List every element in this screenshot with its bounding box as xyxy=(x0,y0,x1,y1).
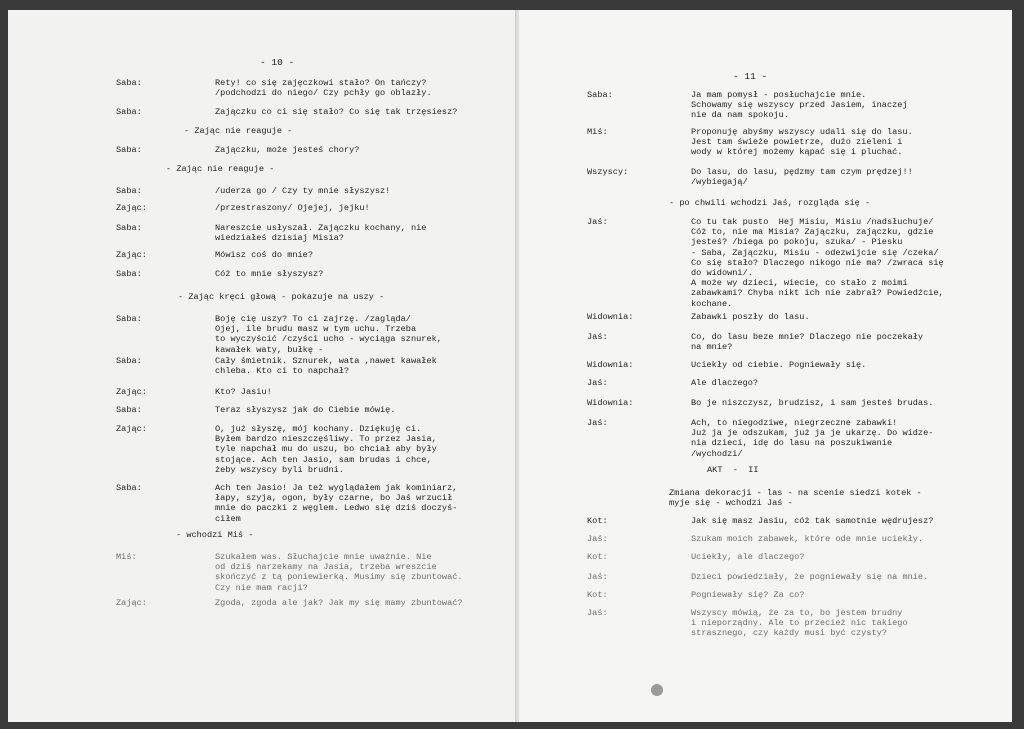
speaker-name: Zając: xyxy=(116,203,147,213)
speaker-name: Kot: xyxy=(587,516,608,526)
speaker-name: Jaś: xyxy=(587,572,608,582)
speaker-name: Jaś: xyxy=(587,534,608,544)
dialogue-text: Mówisz coś do mnie? xyxy=(215,250,313,260)
dialogue-text: Cóż to mnie słyszysz? xyxy=(215,269,324,279)
dialogue-text: Zajączku co ci się stało? Co się tak trzęsiesz? xyxy=(215,107,458,117)
dialogue-text: Uciekły od ciebie. Pogniewały się. xyxy=(691,360,867,370)
dialogue-text: Zajączku, może jesteś chory? xyxy=(215,145,360,155)
speaker-name: Saba: xyxy=(116,223,142,233)
dialogue-text: Wszyscy mówią, że za to, bo jestem brudny i nieporządny. Ale to przecież nic takiego strasznego, czy każdy musi być czysty? xyxy=(691,608,908,639)
speaker-name: Miś: xyxy=(116,552,137,562)
stage-direction: - Zając nie reaguje - xyxy=(184,126,293,136)
speaker-name: Saba: xyxy=(116,186,142,196)
dialogue-text: Uciekły, ale dlaczego? xyxy=(691,552,805,562)
speaker-name: Widownia: xyxy=(587,312,634,322)
speaker-name: Zając: xyxy=(116,250,147,260)
dialogue-text: Szukam moich zabawek, które ode mnie uciekły. xyxy=(691,534,924,544)
dialogue-text: /uderza go / Czy ty mnie słyszysz! xyxy=(215,186,391,196)
dialogue-text: Ale dlaczego? xyxy=(691,378,759,388)
speaker-name: Saba: xyxy=(116,78,142,88)
speaker-name: Zając: xyxy=(116,424,147,434)
dialogue-text: Kto? Jasiu! xyxy=(215,387,272,397)
speaker-name: Saba: xyxy=(116,405,142,415)
dialogue-text: Pogniewały się? Za co? xyxy=(691,590,805,600)
speaker-name: Jaś: xyxy=(587,608,608,618)
dialogue-text: Co tu tak pusto Hej Misiu, Misiu /nadsłuchuje/ Cóż to, nie ma Misia? Zajączku, zajączku, gdzie jesteś? /biega po pokoju, szuka/ - Piesku - Saba, Zajączku, Misiu - odezwijcie się /czeka/ Co się stało? Dlaczego nikogo nie ma? /zwraca się do widowni/. A może wy dzieci, wiecie, co stało z moimi zabawkami? Chyba nikt ich nie zabrał? Powiedźcie, kochane. xyxy=(691,217,944,309)
speaker-name: Saba: xyxy=(116,356,142,366)
dialogue-text: Szukałem was. Słuchajcie mnie uważnie. Nie od dziś narzekamy na Jasia, trzeba wreszcie skończyć z tą poniewierką. Musimy się zbuntować. Czy nie mam racji? xyxy=(215,552,463,593)
stage-direction: - Zając nie reaguje - xyxy=(166,164,275,174)
stage-direction: - Zając kręci głową - pokazuje na uszy - xyxy=(178,292,385,302)
dialogue-text: /przestraszony/ Ojejej, jejku! xyxy=(215,203,370,213)
dialogue-text: Proponuję abyśmy wszyscy udali się do lasu. Jest tam świeże powietrze, dużo zieleni i wody w której możemy kąpać się i pluchać. xyxy=(691,127,913,158)
speaker-name: Jaś: xyxy=(587,217,608,227)
speaker-name: Kot: xyxy=(587,590,608,600)
dialogue-text: Cały śmietnik. Sznurek, wata ,nawet kawałek chleba. Kto ci to napchał? xyxy=(215,356,437,377)
speaker-name: Widownia: xyxy=(587,398,634,408)
right-page xyxy=(519,10,1012,722)
speaker-name: Saba: xyxy=(116,107,142,117)
dialogue-text: O, już słyszę, mój kochany. Dziękuję ci. Byłem bardzo nieszczęśliwy. To przez Jasia, tyle napchał mu do uszu, bo chciał aby były stojące. Ach ten Jasio, sam brudas i chce, żeby wszyscy byli brudni. xyxy=(215,424,437,475)
stage-direction: Zmiana dekoracji - las - na scenie siedzi kotek - myje się - wchodzi Jaś - xyxy=(669,488,922,508)
page-number: - 11 - xyxy=(733,71,768,82)
stage-direction: AKT - II xyxy=(707,465,759,475)
dialogue-text: Ja mam pomysł - posłuchajcie mnie. Schowamy się wszyscy przed Jasiem, inaczej nie da nam spokoju. xyxy=(691,90,908,121)
speaker-name: Jaś: xyxy=(587,378,608,388)
speaker-name: Kot: xyxy=(587,552,608,562)
speaker-name: Saba: xyxy=(116,269,142,279)
speaker-name: Jaś: xyxy=(587,418,608,428)
speaker-name: Saba: xyxy=(116,314,142,324)
dialogue-text: Dzieci powiedziały, że pogniewały się na mnie. xyxy=(691,572,929,582)
dialogue-text: Zabawki poszły do lasu. xyxy=(691,312,810,322)
dialogue-text: Ach, to niegodziwe, niegrzeczne zabawki! Już ja je odszukam, już ja je ukarzę. Do widze- nia dzieci, idę do lasu na poszukiwanie /wychodzi/ xyxy=(691,418,934,459)
speaker-name: Widownia: xyxy=(587,360,634,370)
dialogue-text: Rety! co się zajęczkowi stało? On tańczy? /podchodzi do niego/ Czy pchły go oblazły. xyxy=(215,78,432,99)
dialogue-text: Co, do lasu beze mnie? Dlaczego nie poczekały na mnie? xyxy=(691,332,924,353)
dialogue-text: Teraz słyszysz jak do Ciebie mówię. xyxy=(215,405,396,415)
speaker-name: Miś: xyxy=(587,127,608,137)
speaker-name: Saba: xyxy=(587,90,613,100)
dialogue-text: Boję cię uszy? To ci zajrzę. /zagląda/ Ojej, ile brudu masz w tym uchu. Trzeba to wyczyścić /czyści ucho - wyciąga sznurek, kawałek waty, bułkę - xyxy=(215,314,442,355)
page-number: - 10 - xyxy=(260,57,295,68)
speaker-name: Zając: xyxy=(116,387,147,397)
left-page xyxy=(8,10,516,722)
speaker-name: Saba: xyxy=(116,145,142,155)
page-blemish xyxy=(651,684,663,696)
dialogue-text: Nareszcie usłyszał. Zajączku kochany, nie wiedziałeś dzisiaj Misia? xyxy=(215,223,427,244)
speaker-name: Saba: xyxy=(116,483,142,493)
stage-direction: - wchodzi Miś - xyxy=(176,530,254,540)
dialogue-text: Bo je niszczysz, brudzisz, i sam jesteś brudas. xyxy=(691,398,934,408)
speaker-name: Zając: xyxy=(116,598,147,608)
dialogue-text: Do lasu, do lasu, pędzmy tam czym prędzej!! /wybiegają/ xyxy=(691,167,913,188)
stage-direction: - po chwili wchodzi Jaś, rozgląda się - xyxy=(669,198,871,208)
dialogue-text: Ach ten Jasio! Ja też wyglądałem jak kominiarz, łapy, szyja, ogon, były czarne, bo Jaś wrzucił mnie do paczki z węglem. Ledwo się dziś doczyś- ciłem xyxy=(215,483,458,524)
speaker-name: Jaś: xyxy=(587,332,608,342)
dialogue-text: Zgoda, zgoda ale jak? Jak my się mamy zbuntować? xyxy=(215,598,463,608)
speaker-name: Wszyscy: xyxy=(587,167,629,177)
dialogue-text: Jak się masz Jasiu, cóż tak samotnie wędrujesz? xyxy=(691,516,934,526)
